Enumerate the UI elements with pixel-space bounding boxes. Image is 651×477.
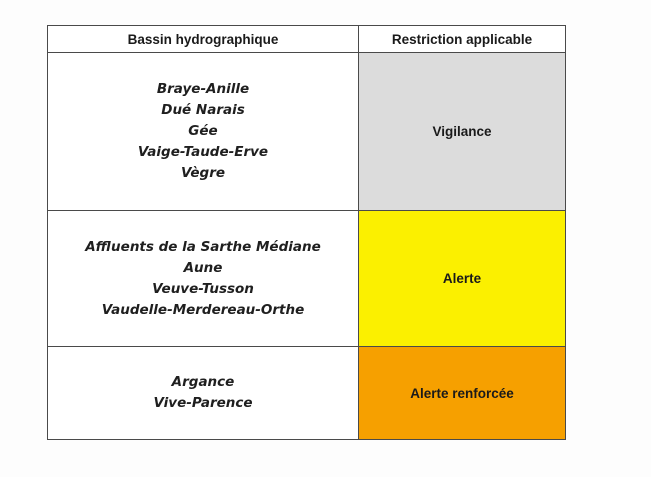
- basin-name: Veuve-Tusson: [152, 280, 254, 297]
- header-row: [48, 26, 566, 53]
- table-row: [48, 211, 566, 347]
- basin-name: Affluents de la Sarthe Médiane: [85, 238, 321, 255]
- basin-name: Vaige-Taude-Erve: [137, 144, 269, 160]
- basin-list: [48, 211, 359, 347]
- header-basin: Bassin hydrographique: [48, 26, 359, 53]
- restriction-level-alerte-renforcee: Alerte renforcée: [359, 347, 566, 440]
- basin-name: Dué Narais: [161, 102, 245, 118]
- table-row: [48, 53, 566, 211]
- restriction-level-alerte: Alerte: [359, 211, 566, 347]
- basin-name: Argance: [171, 374, 235, 390]
- restriction-table: [47, 25, 566, 440]
- basin-list: [48, 53, 359, 211]
- basin-name: Vègre: [180, 165, 226, 181]
- restriction-level-vigilance: Vigilance: [359, 53, 566, 211]
- basin-name: Braye-Anille: [156, 81, 250, 97]
- table-row: [48, 347, 566, 440]
- basin-name: Vive-Parence: [153, 395, 253, 411]
- basin-name: Gée: [188, 123, 218, 139]
- basin-list: [48, 347, 359, 440]
- basin-name: Aune: [183, 259, 223, 276]
- basin-name: Vaudelle-Merdereau-Orthe: [101, 301, 305, 318]
- header-restriction: Restriction applicable: [359, 26, 566, 53]
